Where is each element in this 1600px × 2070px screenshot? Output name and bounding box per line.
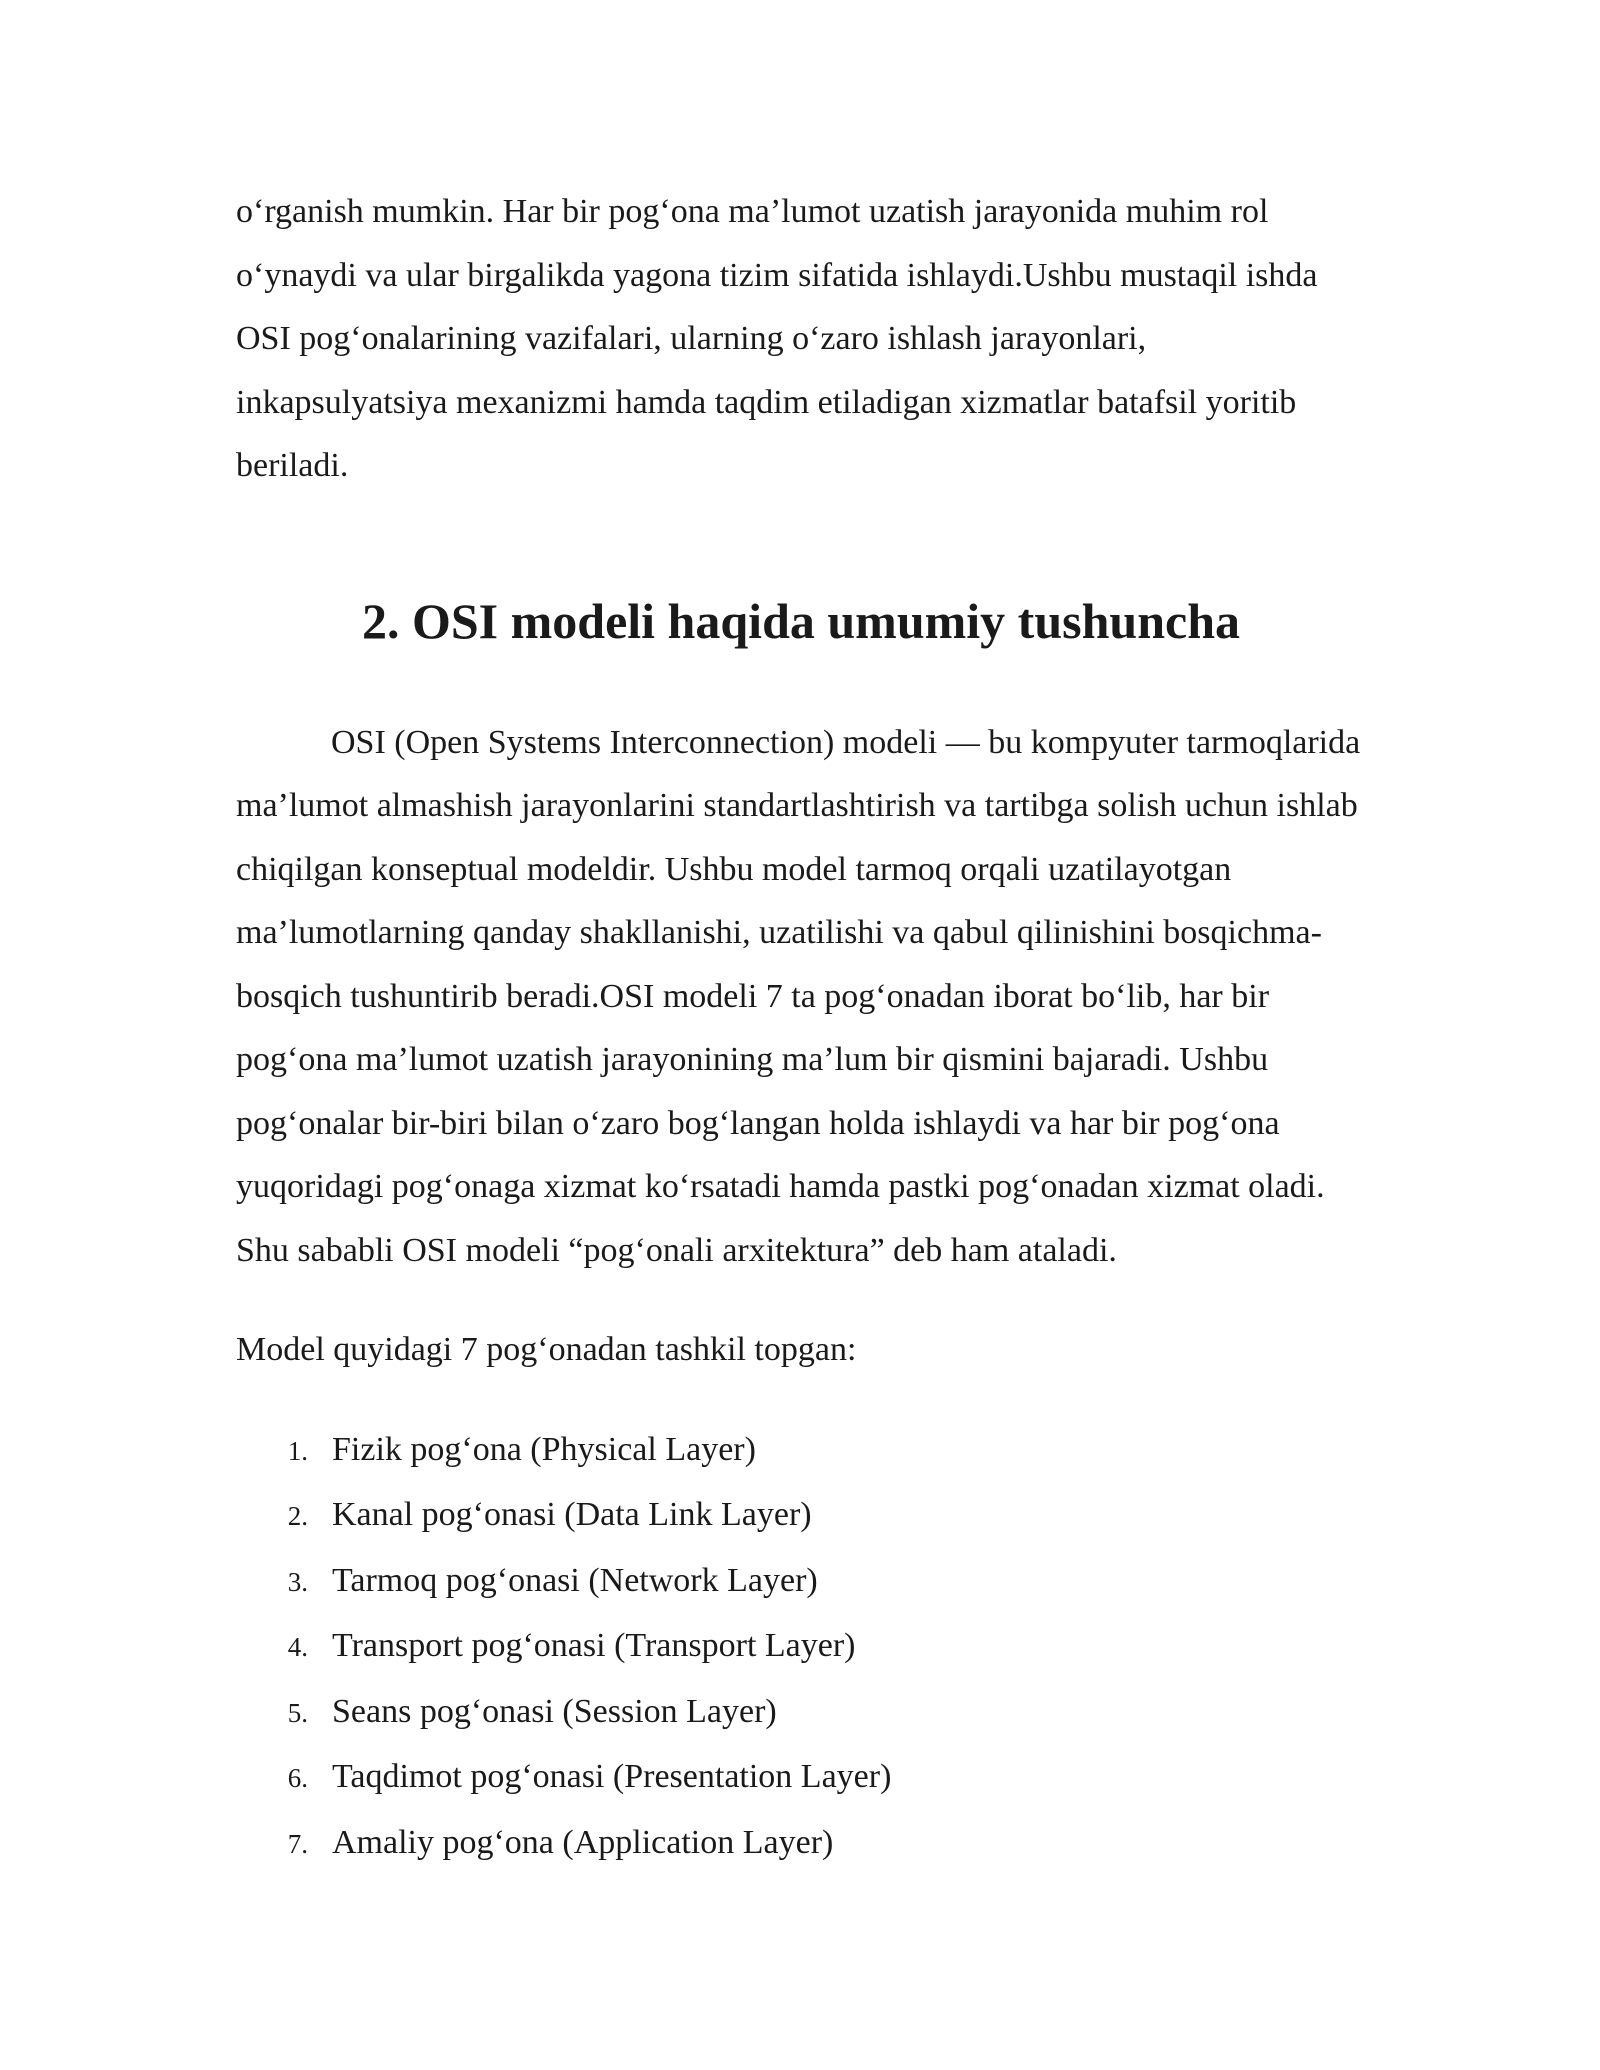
list-item [236,1483,1366,1549]
list-item [236,1614,1366,1680]
list-item-label: Taqdimot pog‘onasi (Presentation Layer) [332,1758,892,1795]
intro-paragraph: o‘rganish mumkin. Har bir pog‘ona ma’lumot uzatish jarayonida muhim rol o‘ynaydi va ular birgalikda yagona tizim sifatida ishlaydi.Ushbu mustaqil ishda OSI pog‘onalarining vazifalari, ularning o‘zaro ishlash jarayonlari, inkapsulyatsiya mexanizmi hamda taqdim etiladigan xizmatlar batafsil yoritib beriladi. [236,193,1318,484]
list-item [236,1680,1366,1746]
section-paragraph: OSI (Open Systems Interconnection) modeli — bu kompyuter tarmoqlarida ma’lumot almashish jarayonlarini standartlashtirish va tartibga solish uchun ishlab chiqilgan konseptual modeldir. Ushbu model tarmoq orqali uzatilayotgan ma’lumotlarning qanday shakllanishi, uzatilishi va qabul qilinishini bosqichma-bosqich tushuntirib beradi.OSI modeli 7 ta pog‘onadan iborat bo‘lib, har bir pog‘ona ma’lumot uzatish jarayonining ma’lum bir qismini bajaradi. Ushbu pog‘onalar bir-biri bilan o‘zaro bog‘langan holda ishlaydi va har bir pog‘ona yuqoridagi pog‘onaga xizmat ko‘rsatadi hamda pastki pog‘onadan xizmat oladi. Shu sababli OSI modeli “pog‘onali arxitektura” deb ham ataladi. [236,723,1361,1269]
section-heading: 2. OSI modeli haqida umumiy tushuncha [361,592,1241,649]
list-item-label: Kanal pog‘onasi (Data Link Layer) [332,1496,812,1533]
section-heading-wrapper [236,591,1366,651]
list-item-label: Fizik pog‘ona (Physical Layer) [332,1430,756,1468]
list-item [236,1745,1366,1811]
list-item [236,1811,1366,1877]
list-item-number: 3. [287,1566,308,1597]
list-item-number: 4. [287,1632,308,1662]
list-item-label: Transport pog‘onasi (Transport Layer) [332,1627,856,1664]
list-item-label: Seans pog‘onasi (Session Layer) [332,1692,777,1730]
list-item [236,1418,1366,1484]
list-item-number: 5. [287,1697,308,1728]
list-item-number: 1. [287,1435,308,1466]
list-intro: Model quyidagi 7 pog‘onadan tashkil topgan: [236,1331,857,1368]
page-content [236,180,1366,1876]
list-item-number: 2. [287,1501,308,1531]
list-item-number: 6. [287,1763,308,1793]
list-item-number: 7. [287,1828,308,1859]
list-item [236,1549,1366,1615]
list-item-label: Amaliy pog‘ona (Application Layer) [332,1823,834,1861]
list-item-label: Tarmoq pog‘onasi (Network Layer) [332,1561,818,1599]
osi-layer-list [236,1418,1366,1877]
